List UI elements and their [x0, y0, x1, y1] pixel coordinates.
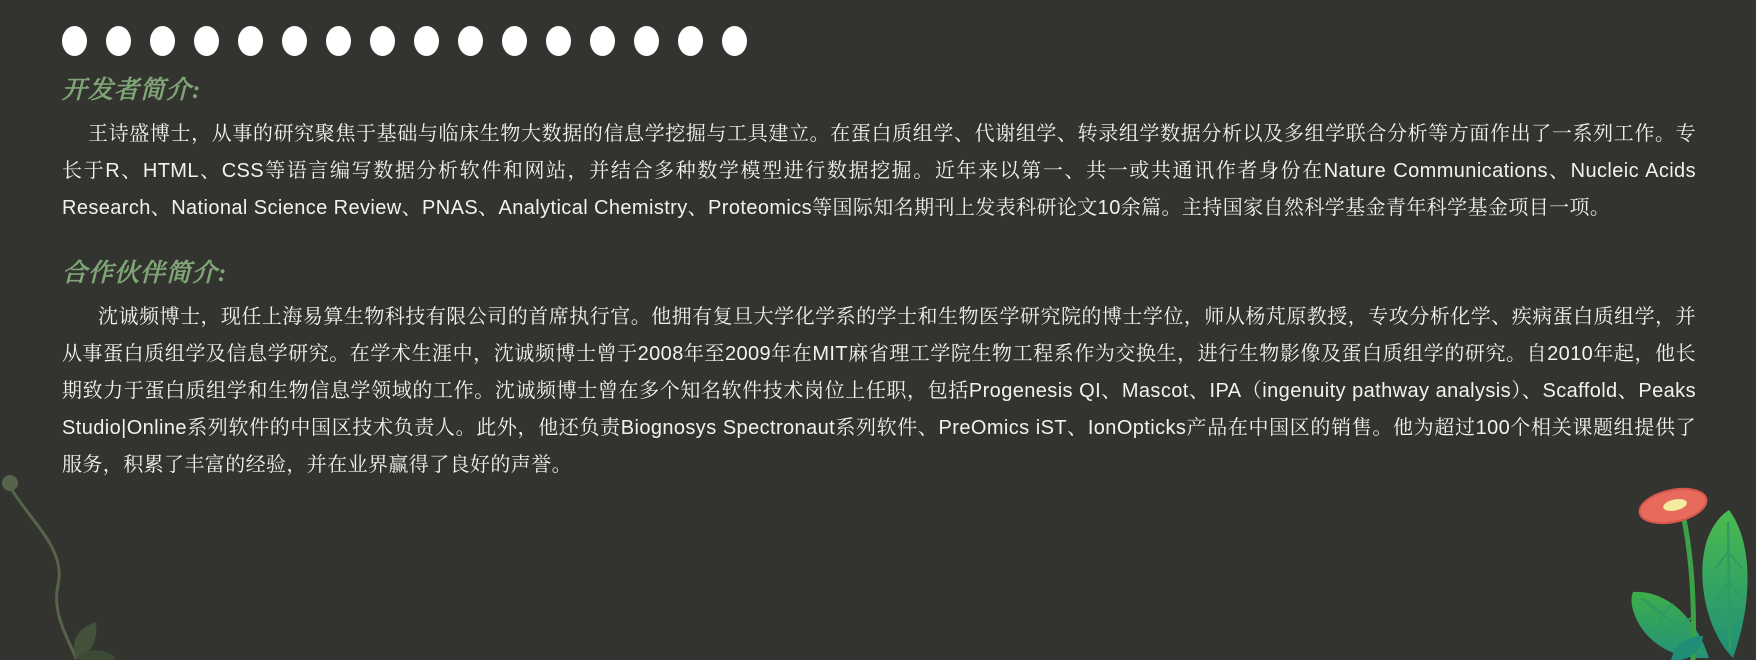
developer-section-heading: 开发者简介: [62, 77, 202, 104]
hole-circle [62, 26, 87, 56]
hole-circle [238, 26, 263, 56]
hole-circle [106, 26, 131, 56]
partner-section [62, 253, 1696, 484]
flower-plant-icon [1611, 482, 1756, 660]
partner-bio-paragraph: 沈诚频博士，现任上海易算生物科技有限公司的首席执行官。他拥有复旦大学化学系的学士和生物医学研究院的博士学位，师从杨芃原教授，专攻分析化学、疾病蛋白质组学，并从事蛋白质组学及信息学研究。在学术生涯中，沈诚频博士曾于2008年至2009年在MIT麻省理工学院生物工程系作为交换生，进行生物影像及蛋白质组学的研究。自2010年起，他长期致力于蛋白质组学和生物信息学领域的工作。沈诚频博士曾在多个知名软件技术岗位上任职，包括Progenesis QI、Mascot、IPA（ingenuity pathway analysis）、Scaffold、Peaks Studio|Online系列软件的中国区技术负责人。此外，他还负责Biognosys Spectronaut系列软件、PreOmics iST、IonOpticks产品在中国区的销售。他为超过100个相关课题组提供了服务，积累了丰富的经验，并在业界赢得了良好的声誉。 [62, 306, 1696, 476]
hole-punch-row [62, 26, 1696, 56]
hole-circle [634, 26, 659, 56]
hole-circle [590, 26, 615, 56]
hole-circle [326, 26, 351, 56]
hole-circle [414, 26, 439, 56]
developer-bio-paragraph: 王诗盛博士，从事的研究聚焦于基础与临床生物大数据的信息学挖掘与工具建立。在蛋白质组学、代谢组学、转录组学数据分析以及多组学联合分析等方面作出了一系列工作。专长于R、HTML、CSS等语言编写数据分析软件和网站，并结合多种数学模型进行数据挖掘。近年来以第一、共一或共通讯作者身份在Nature Communications、Nucleic Acids Research、National Science Review、PNAS、Analytical Chemistry、Proteomics等国际知名期刊上发表科研论文10余篇。主持国家自然科学基金青年科学基金项目一项。 [62, 123, 1696, 219]
hole-circle [678, 26, 703, 56]
hole-circle [150, 26, 175, 56]
hole-circle [282, 26, 307, 56]
hole-circle [502, 26, 527, 56]
partner-section-heading: 合作伙伴简介: [62, 260, 228, 287]
developer-section [62, 70, 1696, 227]
hole-circle [370, 26, 395, 56]
vine-tendril-icon [0, 470, 120, 660]
hole-circle [458, 26, 483, 56]
hole-circle [722, 26, 747, 56]
hole-circle [546, 26, 571, 56]
hole-circle [194, 26, 219, 56]
